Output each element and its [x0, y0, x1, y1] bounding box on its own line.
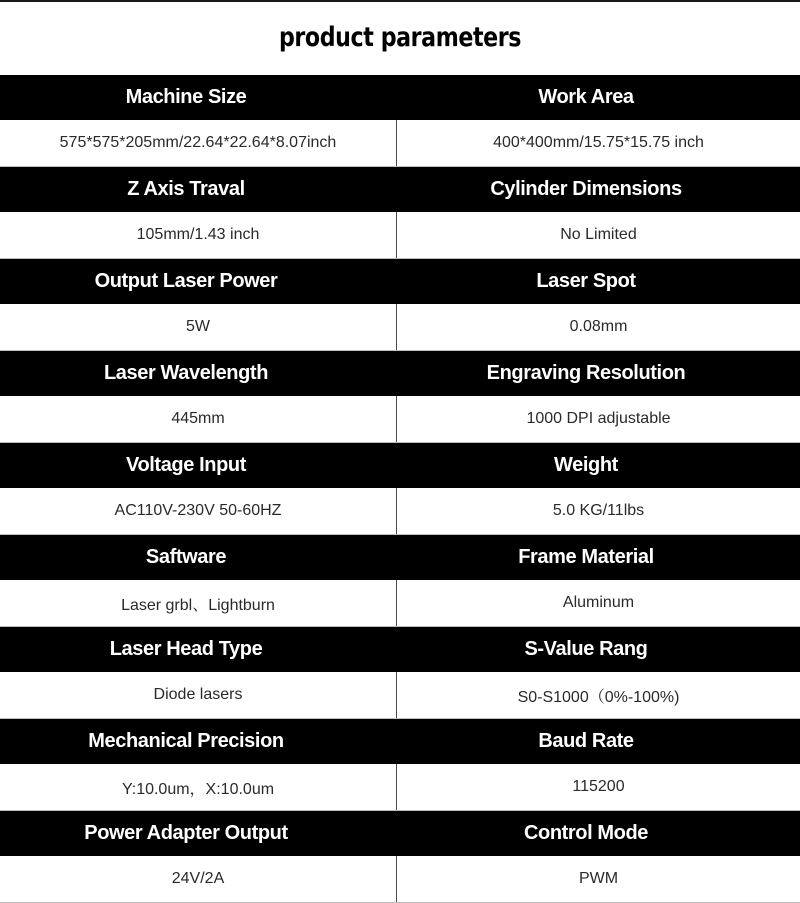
- header-row-precision: [0, 719, 800, 764]
- value-row-voltage: [0, 488, 800, 535]
- param-value-laser-wavelength: 445mm: [0, 396, 397, 442]
- value-row-z-axis: [0, 212, 800, 259]
- param-label-output-laser-power: Output Laser Power: [94, 270, 278, 292]
- value-row-adapter: [0, 856, 800, 903]
- param-label-engraving-resolution: Engraving Resolution: [486, 362, 686, 384]
- param-label-power-adapter-output: Power Adapter Output: [84, 822, 288, 844]
- header-row-machine-size: [0, 75, 800, 120]
- param-label-control-mode: Control Mode: [523, 822, 649, 844]
- value-row-laser-power: [0, 304, 800, 351]
- param-value-voltage-input: AC110V-230V 50-60HZ: [0, 488, 397, 534]
- param-label-laser-wavelength: Laser Wavelength: [103, 362, 269, 384]
- value-row-wavelength: [0, 396, 800, 443]
- param-value-work-area: 400*400mm/15.75*15.75 inch: [493, 134, 704, 151]
- param-label-machine-size: Machine Size: [125, 86, 247, 108]
- param-label-frame-material: Frame Material: [518, 546, 654, 568]
- param-label-z-axis-traval: Z Axis Traval: [127, 178, 245, 200]
- param-label-work-area: Work Area: [538, 86, 634, 108]
- param-value-output-laser-power: 5W: [0, 304, 397, 350]
- param-value-machine-size: 575*575*205mm/22.64*22.64*8.07inch: [0, 120, 397, 166]
- param-label-cylinder-dimensions: Cylinder Dimensions: [490, 178, 682, 200]
- param-value-laser-head-type: Diode lasers: [0, 672, 397, 718]
- param-label-baud-rate: Baud Rate: [538, 730, 634, 752]
- param-value-cylinder-dimensions: No Limited: [560, 226, 637, 243]
- param-value-baud-rate: 115200: [572, 778, 625, 795]
- param-value-z-axis-traval: 105mm/1.43 inch: [0, 212, 397, 258]
- param-value-weight: 5.0 KG/11lbs: [552, 502, 645, 519]
- header-row-software: [0, 535, 800, 580]
- header-row-wavelength: [0, 351, 800, 396]
- param-value-mechanical-precision: Y:10.0um，X:10.0um: [0, 764, 397, 810]
- param-label-saftware: Saftware: [145, 546, 227, 568]
- param-label-laser-spot: Laser Spot: [536, 270, 636, 292]
- param-label-weight: Weight: [554, 454, 618, 476]
- header-row-adapter: [0, 811, 800, 856]
- param-label-voltage-input: Voltage Input: [126, 454, 246, 476]
- param-label-mechanical-precision: Mechanical Precision: [88, 730, 284, 752]
- value-row-machine-size: [0, 120, 800, 167]
- page-title: product parameters: [278, 21, 522, 53]
- param-value-laser-spot: 0.08mm: [569, 318, 628, 335]
- param-label-s-value-rang: S-Value Rang: [524, 638, 648, 660]
- value-row-software: [0, 580, 800, 627]
- param-value-frame-material: Aluminum: [562, 594, 635, 611]
- param-value-control-mode: PWM: [578, 870, 619, 887]
- header-row-laser-head: [0, 627, 800, 672]
- value-row-precision: [0, 764, 800, 811]
- value-row-laser-head: [0, 672, 800, 719]
- parameters-table: [0, 75, 800, 903]
- param-value-s-value-rang: S0-S1000（0%-100%): [517, 688, 680, 706]
- header-row-laser-power: [0, 259, 800, 304]
- param-value-power-adapter-output: 24V/2A: [0, 856, 397, 902]
- param-label-laser-head-type: Laser Head Type: [109, 638, 263, 660]
- param-value-engraving-resolution: 1000 DPI adjustable: [526, 410, 671, 427]
- header-row-voltage: [0, 443, 800, 488]
- header-row-z-axis: [0, 167, 800, 212]
- param-value-saftware: Laser grbl、Lightburn: [0, 580, 397, 626]
